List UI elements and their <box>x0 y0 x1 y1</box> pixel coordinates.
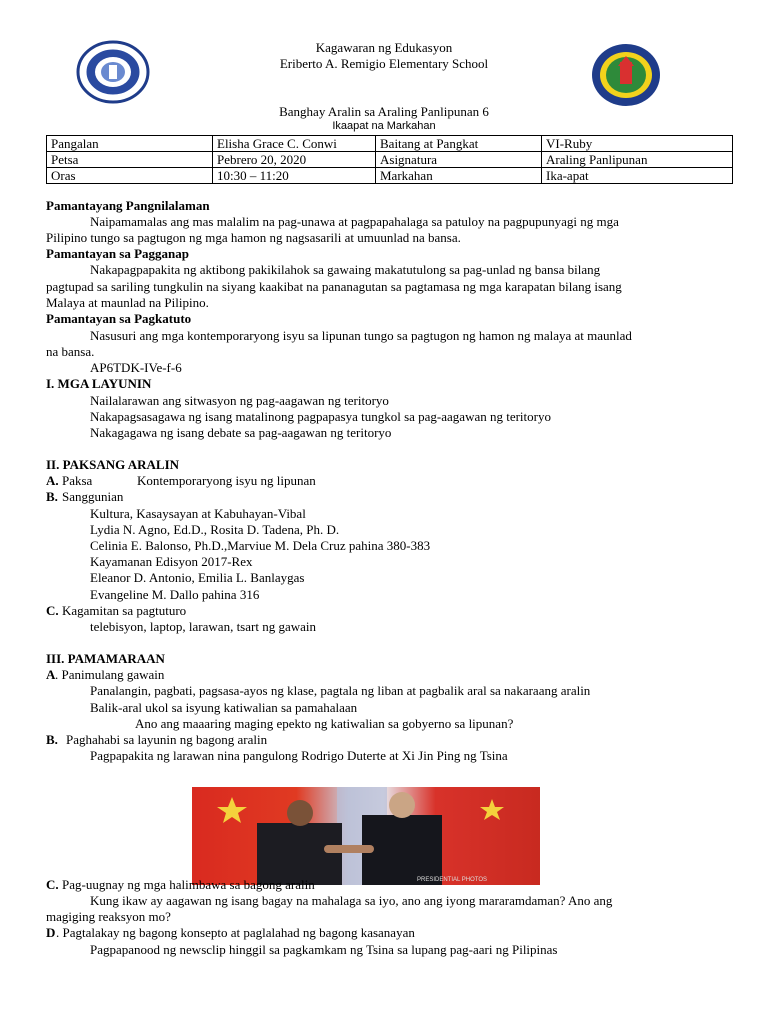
table-cell: VI-Ruby <box>542 136 733 152</box>
procedure-line: magiging reaksyon mo? <box>46 909 171 924</box>
table-cell: Elisha Grace C. Conwi <box>213 136 376 152</box>
reference-line: Eleanor D. Antonio, Emilia L. Banlaygas <box>90 570 305 585</box>
table-cell: 10:30 – 11:20 <box>213 168 376 184</box>
paragraph-line: Nakapagpapakita ng aktibong pakikilahok sa gawaing makatutulong sa pag-unlad ng bansa bilang <box>90 262 601 277</box>
materials-line: telebisyon, laptop, larawan, tsart ng gawain <box>90 619 316 634</box>
item-label: B. <box>46 732 58 747</box>
reference-line: Evangeline M. Dallo pahina 316 <box>90 587 260 602</box>
item-label: A. <box>46 473 59 488</box>
department-name: Kagawaran ng Edukasyon <box>315 40 453 55</box>
item-text: . Pagtalakay ng bagong konsepto at paglalahad ng bagong kasanayan <box>56 925 415 940</box>
table-cell: Araling Panlipunan <box>542 152 733 168</box>
school-name: Eriberto A. Remigio Elementary School <box>279 56 489 71</box>
paragraph-line: Naipamamalas ang mas malalim na pag-unawa at pagpapahalaga sa patuloy na pagpupunyagi ng mga <box>90 214 619 229</box>
competency-code: AP6TDK-IVe-f-6 <box>90 360 182 375</box>
heading-pagganap: Pamantayan sa Pagganap <box>46 246 190 261</box>
heading-pamamaraan: III. PAMAMARAAN <box>46 651 165 666</box>
item-label: C. <box>46 877 59 892</box>
procedure-line: Kung ikaw ay aagawan ng isang bagay na mahalaga sa iyo, ano ang iyong mararamdaman? Ano ang <box>90 893 613 908</box>
paragraph-line: Pilipino tungo sa pagtugon ng mga hamon ng nagsasarili at umuunlad na bansa. <box>46 230 461 245</box>
procedure-line: Pagpapanood ng newsclip hinggil sa pagkamkam ng Tsina sa lupang pag-aari ng Pilipinas <box>90 942 558 957</box>
table-row <box>47 168 733 184</box>
item-value: Kontemporaryong isyu ng lipunan <box>137 473 316 488</box>
item-label: C. <box>46 603 59 618</box>
item-text: Sanggunian <box>62 489 124 504</box>
heading-paksang-aralin: II. PAKSANG ARALIN <box>46 457 180 472</box>
table-cell: Ika-apat <box>542 168 733 184</box>
heading-pagkatuto: Pamantayan sa Pagkatuto <box>46 311 192 326</box>
table-cell: Baitang at Pangkat <box>376 136 542 152</box>
paragraph-line: Malaya at maunlad na Pilipino. <box>46 295 209 310</box>
item-text: Pag-uugnay ng mga halimbawa sa bagong aralin <box>62 877 315 892</box>
table-row <box>47 152 733 168</box>
leaders-handshake-photo <box>192 787 540 885</box>
table-cell: Pangalan <box>47 136 213 152</box>
heading-pangnilalaman: Pamantayang Pangnilalaman <box>46 198 210 213</box>
paragraph-line: na bansa. <box>46 344 95 359</box>
procedure-question: Ano ang maaaring maging epekto ng katiwalian sa gobyerno sa lipunan? <box>135 716 514 731</box>
table-row <box>47 136 733 152</box>
quarter-subtitle: Ikaapat na Markahan <box>332 120 436 132</box>
objective-item: Nakagagawa ng isang debate sa pag-aagawan ng teritoryo <box>90 425 392 440</box>
table-cell: Oras <box>47 168 213 184</box>
reference-line: Kultura, Kasaysayan at Kabuhayan-Vibal <box>90 506 306 521</box>
info-table <box>46 135 733 184</box>
item-text: Paghahabi sa layunin ng bagong aralin <box>66 732 268 747</box>
reference-line: Kayamanan Edisyon 2017-Rex <box>90 554 253 569</box>
reference-line: Celinia E. Balonso, Ph.D.,Marviue M. Dela Cruz pahina 380-383 <box>90 538 431 553</box>
procedure-line: Balik-aral ukol sa isyung katiwalian sa pamahalaan <box>90 700 358 715</box>
item-text: Paksa <box>62 473 93 488</box>
table-cell: Asignatura <box>376 152 542 168</box>
objective-item: Nakapagsasagawa ng isang matalinong pagpapasya tungkol sa pag-aagawan ng teritoryo <box>90 409 551 424</box>
procedure-line: Panalangin, pagbati, pagsasa-ayos ng klase, pagtala ng liban at pagbalik aral sa nakaraang aralin <box>90 683 591 698</box>
item-label: D <box>46 925 56 940</box>
reference-line: Lydia N. Agno, Ed.D., Rosita D. Tadena, Ph. D. <box>90 522 340 537</box>
paragraph-line: pagtupad sa sariling tungkulin na siyang kaakibat na pananagutan sa pagtamasa ng mga karapatan bilang isang <box>46 279 622 294</box>
table-cell: Petsa <box>47 152 213 168</box>
paragraph-line: Nasusuri ang mga kontemporaryong isyu sa lipunan tungo sa pagtugon ng hamon ng malaya at maunlad <box>90 328 632 343</box>
item-label: A <box>46 667 56 682</box>
photo-watermark: PRESIDENTIAL PHOTOS <box>417 877 488 883</box>
objective-item: Nailalarawan ang sitwasyon ng pag-aagawan ng teritoryo <box>90 393 389 408</box>
item-text: . Panimulang gawain <box>55 667 165 682</box>
procedure-line: Pagpapakita ng larawan nina pangulong Rodrigo Duterte at Xi Jin Ping ng Tsina <box>90 748 508 763</box>
table-cell: Pebrero 20, 2020 <box>213 152 376 168</box>
lesson-plan-title: Banghay Aralin sa Araling Panlipunan 6 <box>279 104 489 119</box>
item-text: Kagamitan sa pagtuturo <box>62 603 187 618</box>
table-cell: Markahan <box>376 168 542 184</box>
heading-layunin: I. MGA LAYUNIN <box>46 376 152 391</box>
item-label: B. <box>46 489 58 504</box>
